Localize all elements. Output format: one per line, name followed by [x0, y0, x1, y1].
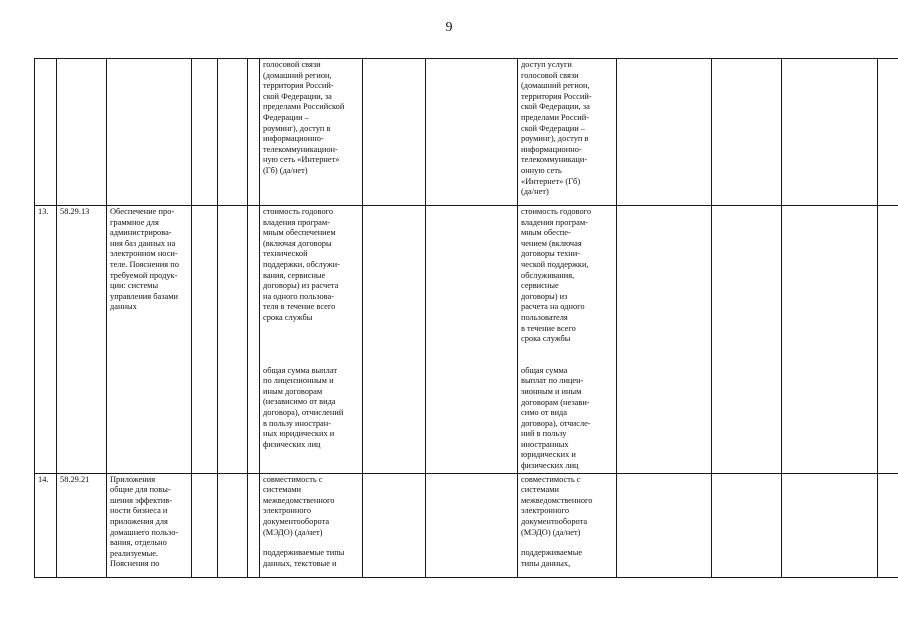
page-number: 9 — [445, 20, 453, 35]
empty-cell — [248, 59, 260, 206]
product-name-cell — [107, 59, 192, 206]
empty-cell — [617, 59, 712, 206]
empty-cell — [712, 473, 782, 577]
empty-cell — [712, 59, 782, 206]
characteristic-cell: совместимость с системами межведомственного электронного документооборота (МЭДО) (да/нет) поддерживаемые типы данных, текстовые и — [260, 473, 363, 577]
empty-cell — [782, 59, 878, 206]
table-row — [35, 59, 898, 206]
empty-cell — [218, 59, 248, 206]
characteristic-cell: стоимость годового владения програм- мным обеспечением (включая договоры технической поддержки, обслужи- вания, сервисные договоры) из расчета на одного пользова- теля в течение всего срока службы общая сумма выплат по лицензионным и иным договорам (независимо от вида договора), отчислений в пользу иностран- ных юридических и физических лиц — [260, 206, 363, 474]
empty-cell — [248, 473, 260, 577]
empty-cell — [218, 206, 248, 474]
empty-cell — [426, 206, 518, 474]
empty-cell — [878, 473, 898, 577]
empty-cell — [782, 473, 878, 577]
row-number-cell — [35, 59, 57, 206]
row-number-cell: 14. — [35, 473, 57, 577]
empty-cell — [782, 206, 878, 474]
empty-cell — [878, 59, 898, 206]
table-row — [35, 206, 898, 474]
empty-cell — [712, 206, 782, 474]
okpd-code-cell: 58.29.13 — [57, 206, 107, 474]
empty-cell — [617, 206, 712, 474]
table-row — [35, 473, 898, 577]
empty-cell — [192, 59, 218, 206]
empty-cell — [192, 206, 218, 474]
empty-cell — [878, 206, 898, 474]
characteristic-cell-approved: совместимость с системами межведомственного электронного документооборота (МЭДО) (да/нет) поддерживаемые типы данных, — [518, 473, 617, 577]
empty-cell — [192, 473, 218, 577]
empty-cell — [617, 473, 712, 577]
product-name-cell: Приложения общие для повы- шения эффектив- ности бизнеса и приложения для домашнего пользо- вания, отдельно реализуемые. Пояснения по — [107, 473, 192, 577]
characteristic-cell: голосовой связи (домашний регион, территория Россий- ской Федерации, за пределами Российской Федерации – роуминг), доступ в информационно- телекоммуникацион- ную сеть «Интернет» (Гб) (да/нет) — [260, 59, 363, 206]
product-name-cell: Обеспечение про- граммное для администрирова- ния баз данных на электронном носи- теле. Пояснения по требуемой продук- ции: системы управления базами данных — [107, 206, 192, 474]
characteristic-cell-approved: стоимость годового владения програм- мным обеспе- чением (включая договоры техни- ческой поддержки, обслуживания, сервисные договоры) из расчета на одного пользователя в течение всего срока службы общая сумма выплат по лицен- зионным и иным договорам (незави- симо от вида договора), отчисле- ний в пользу иностранных юридических и физических лиц — [518, 206, 617, 474]
characteristic-cell-approved: доступ услуги голосовой связи (домашний регион, территория Россий- ской Федерации, за пределами Россий- ской Федерации – роуминг), доступ в информационно- телекоммуникаци- онную сеть «Интернет» (Гб) (да/нет) — [518, 59, 617, 206]
empty-cell — [248, 206, 260, 474]
row-number-cell: 13. — [35, 206, 57, 474]
okpd-code-cell — [57, 59, 107, 206]
empty-cell — [363, 206, 426, 474]
okpd-code-cell: 58.29.21 — [57, 473, 107, 577]
empty-cell — [426, 59, 518, 206]
procurement-table — [34, 58, 898, 578]
empty-cell — [218, 473, 248, 577]
empty-cell — [363, 473, 426, 577]
empty-cell — [363, 59, 426, 206]
empty-cell — [426, 473, 518, 577]
